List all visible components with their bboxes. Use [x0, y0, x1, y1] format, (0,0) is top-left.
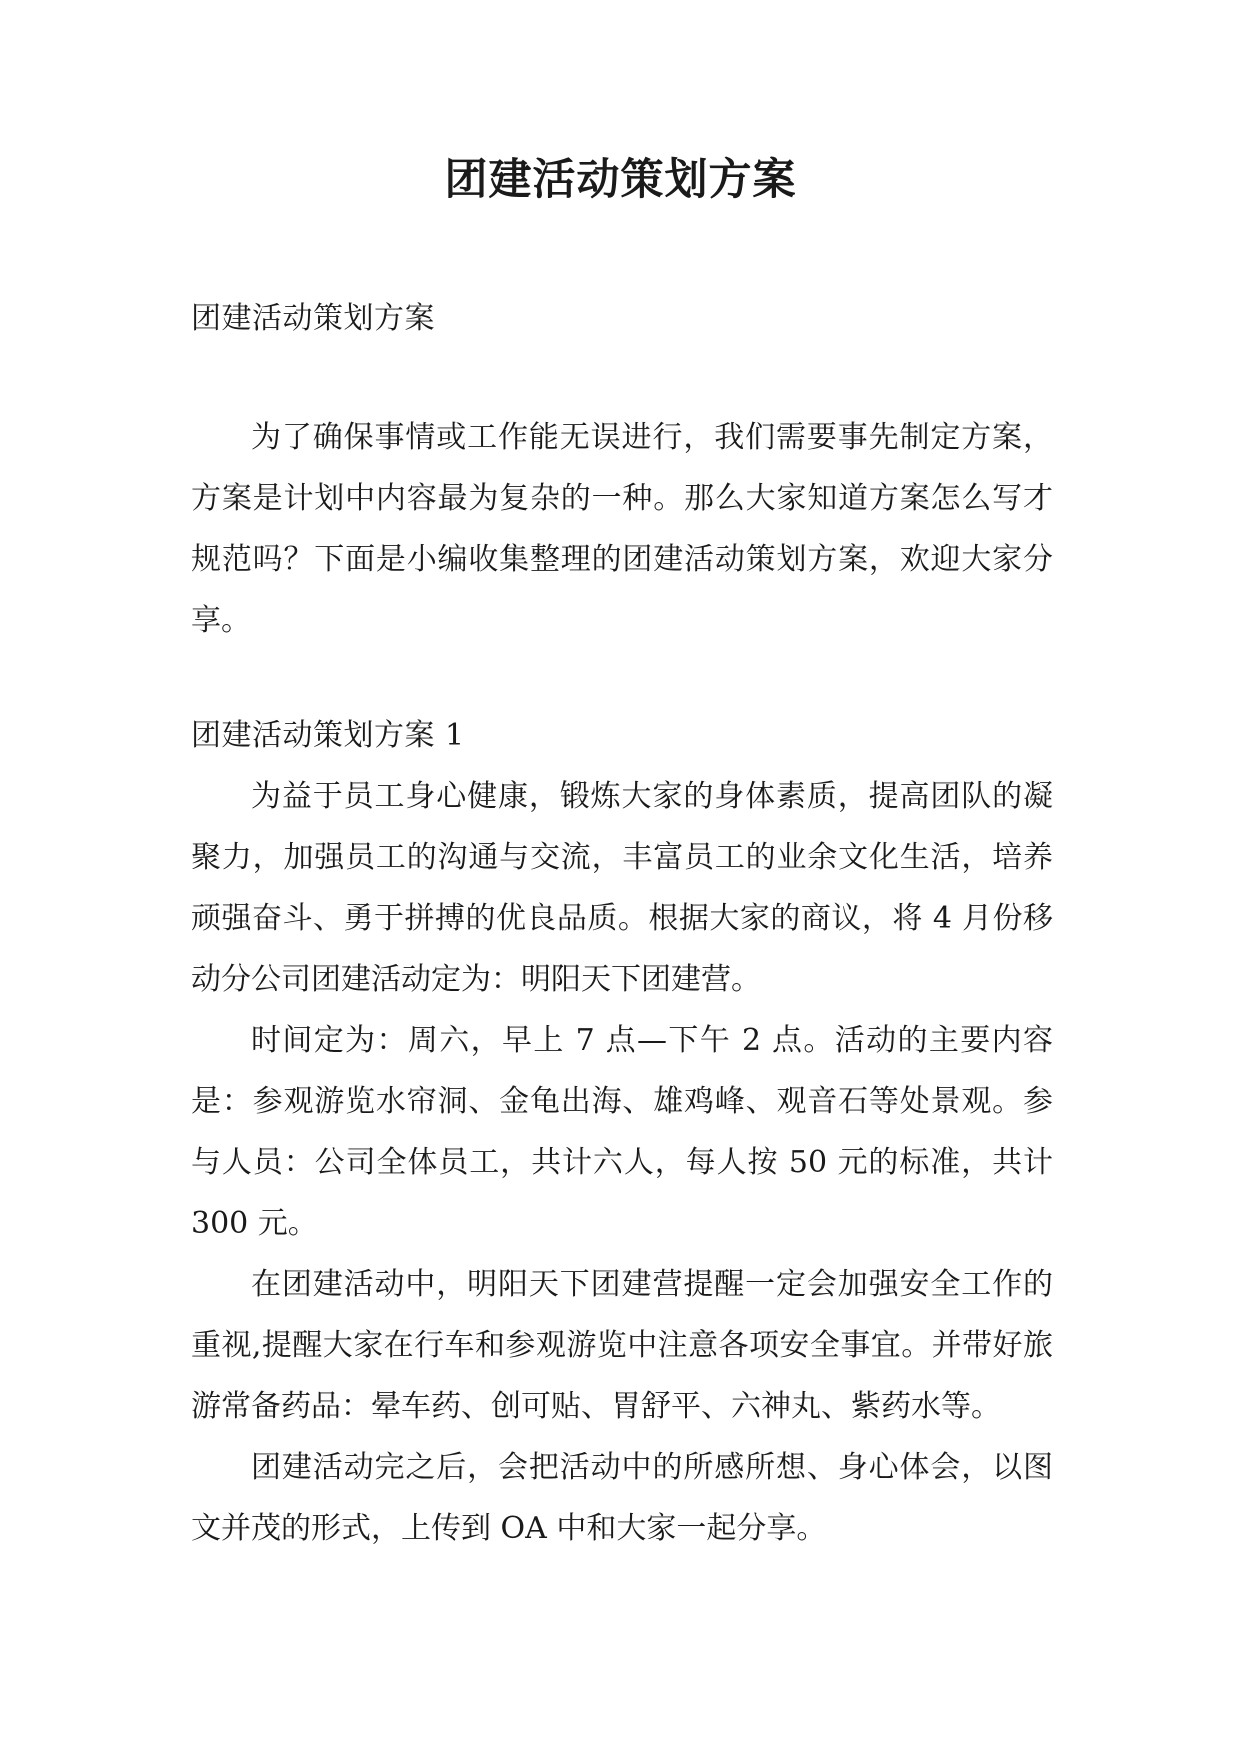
document-body [191, 288, 1053, 1559]
document-subtitle: 团建活动策划方案 [191, 301, 435, 336]
body-paragraph: 为益于员工身心健康，锻炼大家的身体素质，提高团队的凝聚力，加强员工的沟通与交流，丰富员工的业余文化生活，培养顽强奋斗、勇于拼搏的优良品质。根据大家的商议，将 4 月份移动分公司团建活动定为：明阳天下团建营。 [191, 779, 1053, 997]
body-paragraph: 在团建活动中，明阳天下团建营提醒一定会加强安全工作的重视,提醒大家在行车和参观游览中注意各项安全事宜。并带好旅游常备药品：晕车药、创可贴、胃舒平、六神丸、紫药水等。 [191, 1267, 1053, 1424]
document-title: 团建活动策划方案 [444, 155, 797, 205]
intro-paragraph: 为了确保事情或工作能无误进行，我们需要事先制定方案，方案是计划中内容最为复杂的一种。那么大家知道方案怎么写才规范吗？下面是小编收集整理的团建活动策划方案，欢迎大家分享。 [191, 420, 1053, 638]
body-paragraph: 团建活动完之后，会把活动中的所感所想、身心体会，以图文并茂的形式，上传到 OA 中和大家一起分享。 [191, 1450, 1053, 1546]
section-heading: 团建活动策划方案 1 [191, 718, 465, 753]
spacer [191, 651, 1053, 705]
body-paragraph: 时间定为：周六，早上 7 点—下午 2 点。活动的主要内容是：参观游览水帘洞、金龟出海、雄鸡峰、观音石等处景观。参与人员：公司全体员工，共计六人，每人按 50 元的标准，共计 300 元。 [191, 1023, 1053, 1241]
spacer [191, 349, 1053, 407]
